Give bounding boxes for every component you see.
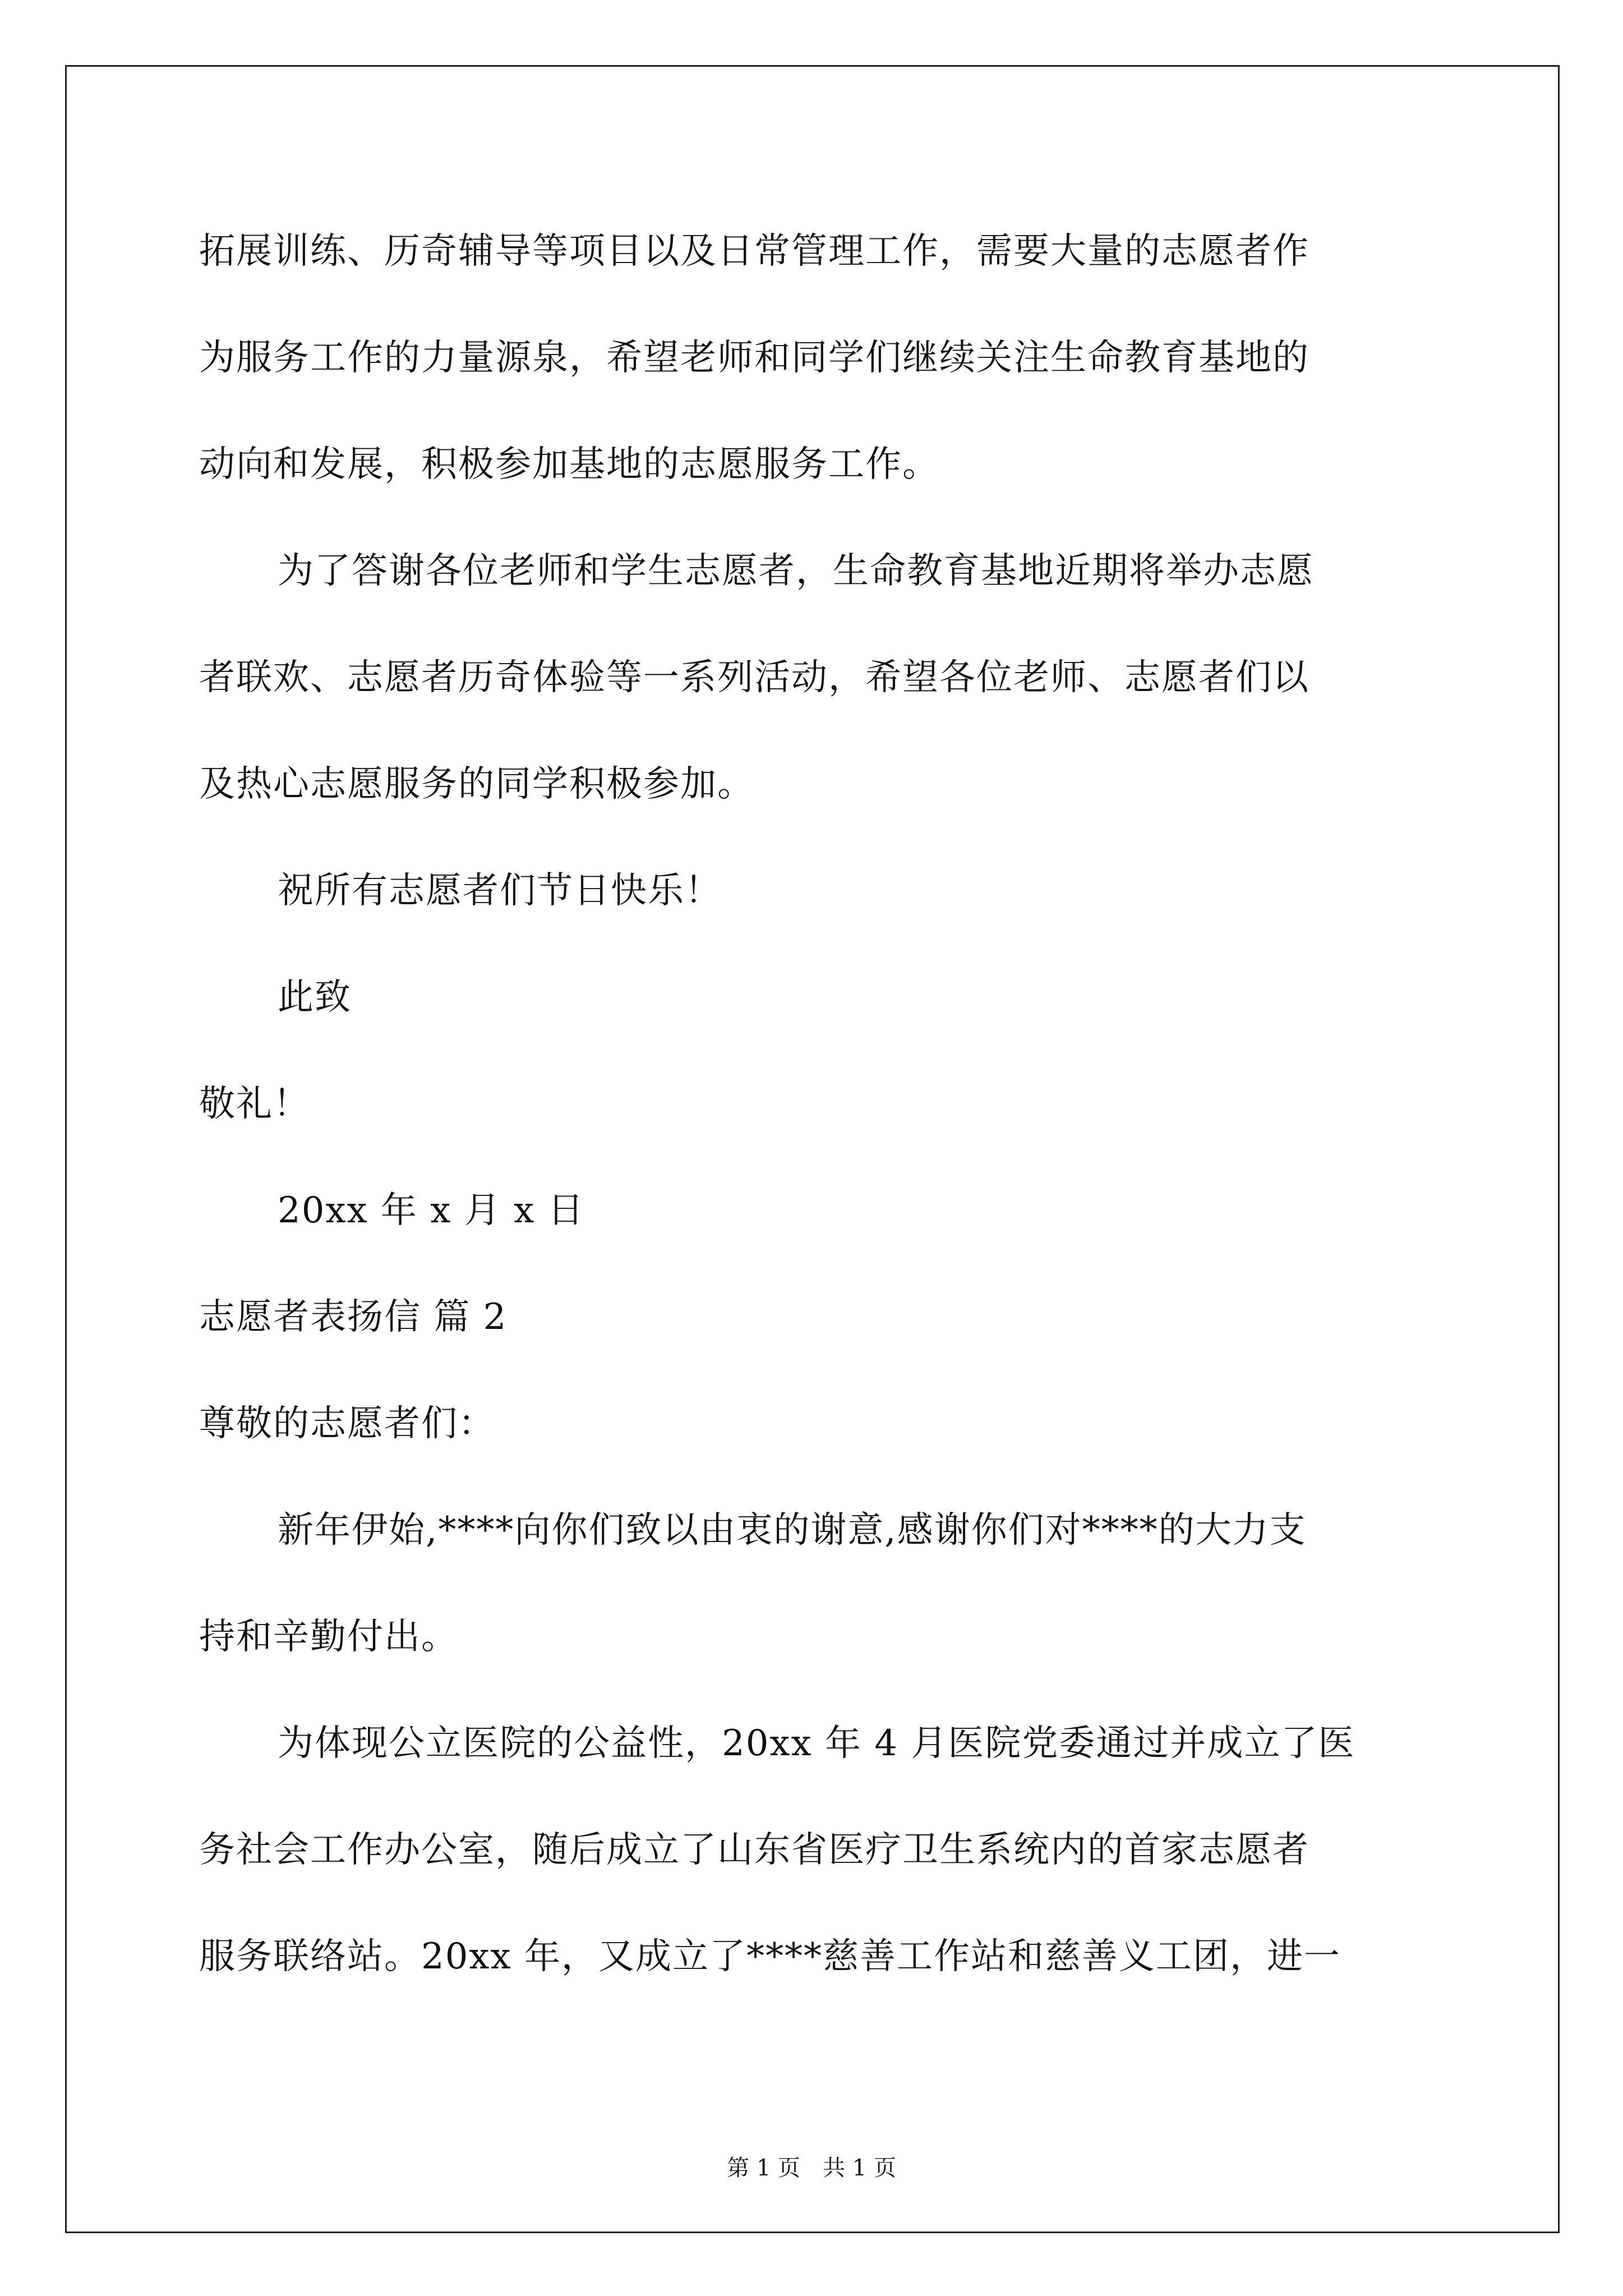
greeting-line: 祝所有志愿者们节日快乐！ (278, 870, 722, 912)
paragraph-first-line: 新年伊始,****向你们致以由衷的谢意,感谢你们对****的大力支 (278, 1510, 1307, 1551)
body-line-17: 服务联络站。20xx 年，又成立了****慈善工作站和慈善义工团，进一 (199, 1936, 1341, 1977)
body-line-5: 者联欢、志愿者历奇体验等一系列活动，希望各位老师、志愿者们以 (199, 657, 1310, 698)
body-line-3: 动向和发展，积极参加基地的志愿服务工作。 (199, 444, 939, 485)
paragraph-first-line: 为体现公立医院的公益性，20xx 年 4 月医院党委通过并成立了医 (278, 1723, 1355, 1764)
date-line: 20xx 年 x 月 x 日 (278, 1190, 585, 1231)
body-line-6: 及热心志愿服务的同学积极参加。 (199, 763, 754, 805)
body-line-14: 持和辛勤付出。 (199, 1616, 458, 1658)
section-heading: 志愿者表扬信 篇 2 (199, 1296, 508, 1338)
salutation-line: 尊敬的志愿者们： (199, 1403, 495, 1444)
salute-line: 敬礼！ (199, 1083, 310, 1125)
body-line-16: 务社会工作办公室，随后成立了山东省医疗卫生系统内的首家志愿者 (199, 1829, 1310, 1871)
body-line-1: 拓展训练、历奇辅导等项目以及日常管理工作，需要大量的志愿者作 (199, 231, 1310, 272)
page-footer: 第 1 页 共 1 页 (727, 2155, 896, 2181)
closing-line: 此致 (278, 977, 352, 1018)
paragraph-first-line: 为了答谢各位老师和学生志愿者，生命教育基地近期将举办志愿 (278, 550, 1314, 592)
page-border (65, 65, 1560, 2233)
body-line-2: 为服务工作的力量源泉，希望老师和同学们继续关注生命教育基地的 (199, 337, 1310, 379)
